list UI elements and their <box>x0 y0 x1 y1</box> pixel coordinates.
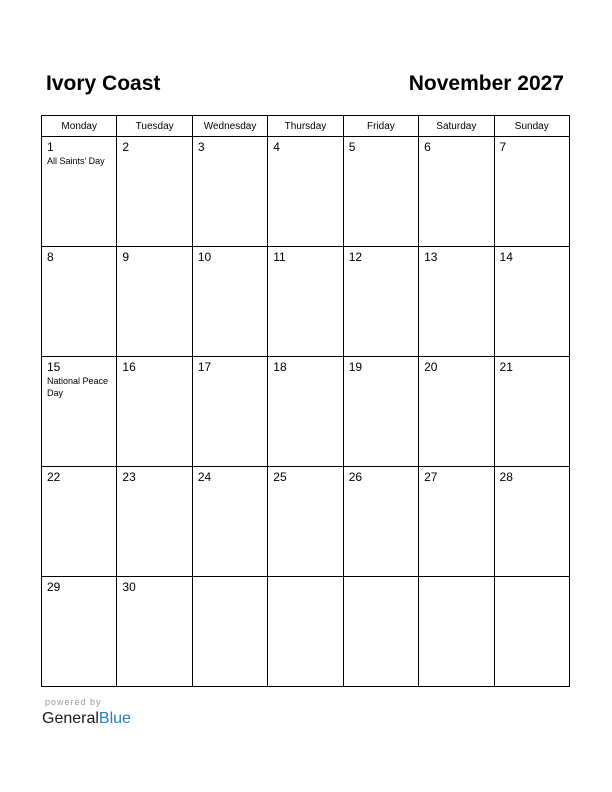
day-cell <box>268 577 343 687</box>
weekday-header: Sunday <box>494 116 569 137</box>
day-cell <box>343 467 418 577</box>
day-number: 20 <box>424 360 438 374</box>
day-number: 17 <box>197 360 212 374</box>
day-cell <box>268 137 343 247</box>
day-cell <box>42 467 117 577</box>
brand-blue-text: Blue <box>98 710 131 727</box>
footer-branding <box>42 696 131 729</box>
generalblue-logo[interactable] <box>42 709 131 729</box>
day-number: 27 <box>424 470 438 484</box>
calendar-country-title: Ivory Coast <box>46 72 161 95</box>
day-cell <box>117 137 192 247</box>
day-cell <box>419 137 494 247</box>
weekday-header: Thursday <box>268 116 343 137</box>
day-number: 18 <box>273 360 287 374</box>
day-cell <box>268 247 343 357</box>
week-row <box>42 137 570 247</box>
day-number: 13 <box>424 250 438 264</box>
day-cell <box>268 357 343 467</box>
day-cell <box>419 357 494 467</box>
weekday-header: Saturday <box>419 116 494 137</box>
day-number: 14 <box>499 250 513 264</box>
day-number: 4 <box>273 140 280 154</box>
day-cell <box>343 577 418 687</box>
day-number: 11 <box>273 250 286 264</box>
day-cell <box>117 357 192 467</box>
day-number: 8 <box>47 250 54 264</box>
day-number: 23 <box>122 470 136 484</box>
weekday-header: Monday <box>42 116 117 137</box>
weekday-header: Wednesday <box>192 116 267 137</box>
day-cell <box>192 577 267 687</box>
holiday-label: All Saints’ Day <box>47 156 105 166</box>
day-cell <box>192 357 267 467</box>
day-cell <box>494 357 569 467</box>
powered-by-label: powered by <box>45 697 102 707</box>
day-number: 1 <box>47 140 54 154</box>
day-number: 28 <box>499 470 513 484</box>
week-row <box>42 577 570 687</box>
day-number: 10 <box>197 250 212 264</box>
day-number: 22 <box>47 470 61 484</box>
day-number: 25 <box>273 470 287 484</box>
day-cell <box>419 577 494 687</box>
day-cell <box>419 247 494 357</box>
day-cell <box>494 247 569 357</box>
day-number: 26 <box>348 470 363 484</box>
day-number: 7 <box>499 140 507 154</box>
day-cell <box>42 577 117 687</box>
calendar-grid <box>41 115 570 687</box>
day-number: 9 <box>122 250 130 264</box>
holiday-label: National Peace Day <box>47 376 109 398</box>
day-cell <box>494 467 569 577</box>
day-number: 6 <box>424 140 431 154</box>
day-cell <box>117 247 192 357</box>
day-number: 2 <box>122 140 130 154</box>
weekday-header: Tuesday <box>117 116 192 137</box>
day-number: 3 <box>197 140 205 154</box>
week-row <box>42 357 570 467</box>
day-cell <box>268 467 343 577</box>
day-cell <box>494 137 569 247</box>
day-cell <box>117 467 192 577</box>
day-cell <box>343 137 418 247</box>
day-number: 5 <box>348 140 356 154</box>
calendar-month-title: November 2027 <box>408 72 564 95</box>
day-cell <box>343 247 418 357</box>
day-number: 21 <box>499 360 513 374</box>
weekday-header: Friday <box>343 116 418 137</box>
week-row <box>42 467 570 577</box>
day-number: 12 <box>348 250 363 264</box>
week-row <box>42 247 570 357</box>
day-cell <box>192 247 267 357</box>
day-number: 15 <box>47 360 61 374</box>
day-number: 19 <box>348 360 363 374</box>
day-cell <box>494 577 569 687</box>
day-cell <box>42 137 117 247</box>
day-number: 30 <box>122 580 136 594</box>
day-cell <box>419 467 494 577</box>
day-number: 16 <box>122 360 136 374</box>
day-cell <box>42 247 117 357</box>
day-cell <box>343 357 418 467</box>
day-cell <box>192 137 267 247</box>
weekday-header-row <box>42 116 570 137</box>
day-number: 29 <box>47 580 61 594</box>
brand-general-text: General <box>42 710 99 727</box>
day-cell <box>117 577 192 687</box>
day-cell <box>42 357 117 467</box>
day-cell <box>192 467 267 577</box>
day-number: 24 <box>197 470 212 484</box>
